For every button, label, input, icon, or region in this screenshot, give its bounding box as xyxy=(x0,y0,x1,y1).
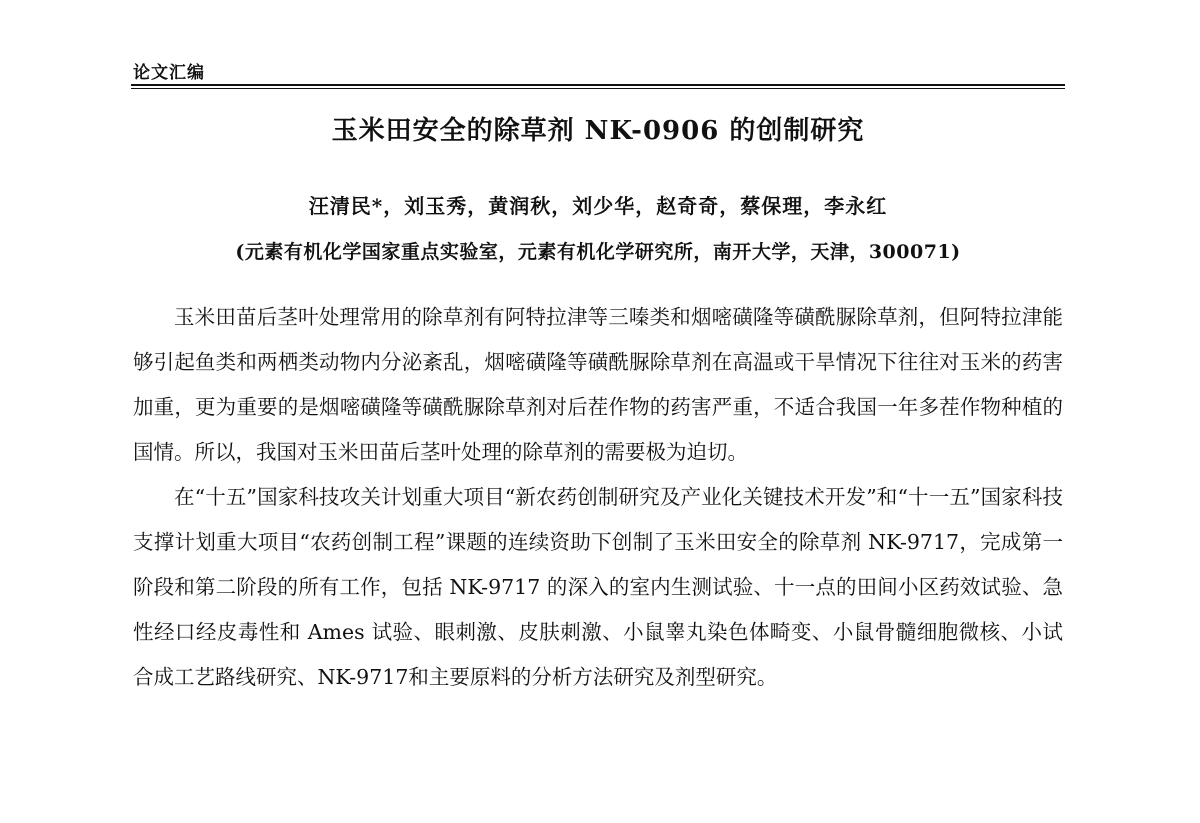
affiliation: (元素有机化学国家重点实验室，元素有机化学研究所，南开大学，天津，300071) xyxy=(235,241,961,263)
author-list: 汪清民*，刘玉秀，黄润秋，刘少华，赵奇奇，蔡保理，李永红 xyxy=(308,194,888,218)
body-text xyxy=(133,295,1063,700)
paragraph-1: 玉米田苗后茎叶处理常用的除草剂有阿特拉津等三嗪类和烟嘧磺隆等磺酰脲除草剂，但阿特拉津能够引起鱼类和两栖类动物内分泌紊乱，烟嘧磺隆等磺酰脲除草剂在高温或干旱情况下往往对玉米的药害加重，更为重要的是烟嘧磺隆等磺酰脲除草剂对后茬作物的药害严重，不适合我国一年多茬作物种植的国情。所以，我国对玉米田苗后茎叶处理的除草剂的需要极为迫切。 xyxy=(133,305,1063,464)
header-rule-thin xyxy=(131,88,1065,89)
header-rule xyxy=(131,84,1065,86)
running-head: 论文汇编 xyxy=(133,63,205,83)
paragraph-2: 在“十五”国家科技攻关计划重大项目“新农药创制研究及产业化关键技术开发”和“十一五”国家科技支撑计划重大项目“农药创制工程”课题的连续资助下创制了玉米田安全的除草剂 NK-9717，完成第一阶段和第二阶段的所有工作，包括 NK-9717 的深入的室内生测试验、十一点的田间小区药效试验、急性经口经皮毒性和 Ames 试验、眼刺激、皮肤刺激、小鼠睾丸染色体畸变、小鼠骨髓细胞微核、小试合成工艺路线研究、NK-9717和主要原料的分析方法研究及剂型研究。 xyxy=(133,485,1063,689)
article-title: 玉米田安全的除草剂 NK-0906 的创制研究 xyxy=(331,116,865,146)
